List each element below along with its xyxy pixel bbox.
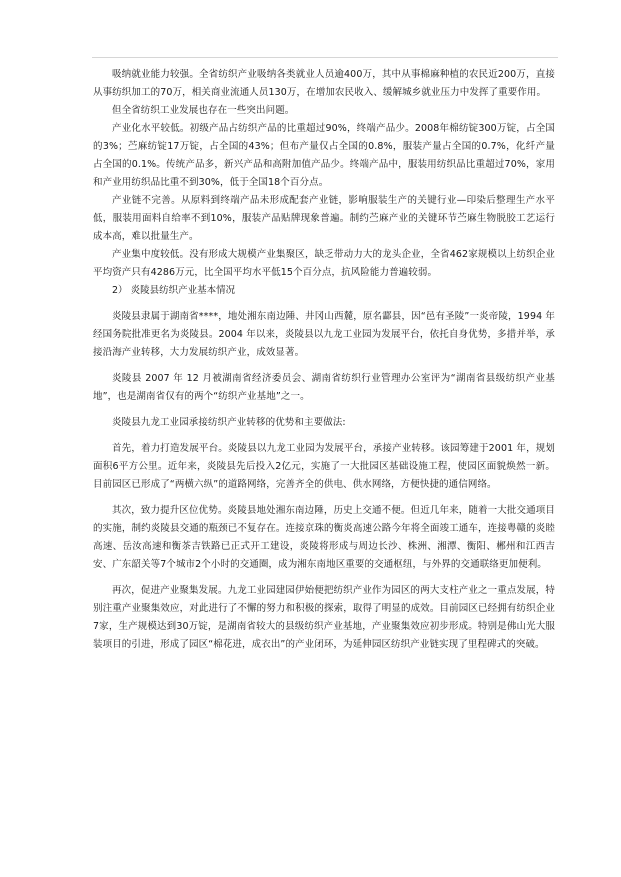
section-heading: 2） 炎陵县纺织产业基本情况 <box>112 285 236 296</box>
paragraph-textile-base: 炎陵县 2007 年 12 月被湖南省经济委员会、湖南省纺织行业管理办公室评为“湖南省县级纺织产业基地”，也是湖南省仅有的两个“纺织产业基地”之一。 <box>93 373 555 402</box>
paragraph-employment: 吸纳就业能力较强。全省纺织产业吸纳各类就业人员逾400万，其中从事棉麻种植的农民近200万，直接从事纺织加工的70万，相关商业流通人员130万，在增加农民收入、缓解城乡就业压力中发挥了重要作用。 <box>93 69 555 98</box>
paragraph-platform: 首先，着力打造发展平台。炎陵县以九龙工业园为发展平台，承接产业转移。该园筹建于2001 年，规划面积6平方公里。近年来，炎陵县先后投入2亿元，实施了一大批园区基础设施工程，使园区面貌焕然一新。目前园区已形成了“两横六纵”的道路网络，完善齐全的供电、供水网络，方便快捷的通信网络。 <box>93 443 555 490</box>
paragraph-industry-chain: 产业链不完善。从原料到终端产品未形成配套产业链，影响服装生产的关键行业—印染后整理生产水平低，服装用面料自给率不到10%，服装产品贴牌现象普遍。制约苎麻产业的关键环节苎麻生物脱胶工艺运行成本高，难以批量生产。 <box>93 195 555 242</box>
paragraph-cluster: 再次，促进产业聚集发展。九龙工业园建园伊始便把纺织产业作为园区的两大支柱产业之一重点发展，特别注重产业聚集效应，对此进行了不懈的努力和积极的探索，取得了明显的成效。目前园区已经拥有纺织企业7家，生产规模达到30万锭，是湖南省较大的县级纺织产业基地，产业聚集效应初步形成。特别是佛山光大服装项目的引进，形成了园区“棉花进，成衣出”的产业闭环，为延伸园区纺织产业链实现了里程碑式的突破。 <box>93 585 555 650</box>
paragraph-location: 其次，致力提升区位优势。炎陵县地处湘东南边陲，历史上交通不便。但近几年来，随着一大批交通项目的实施，制约炎陵县交通的瓶颈已不复存在。连接京珠的衡炎高速公路今年将全面竣工通车，连接粤赣的炎睦高速、岳汝高速和衡茶吉铁路已正式开工建设，炎陵将形成与周边长沙、株洲、湘潭、衡阳、郴州和江西吉安、广东韶关等7个城市2个小时的交通圈，成为湘东南地区重要的交通枢纽，与外界的交通联络更加便利。 <box>93 505 555 570</box>
paragraph-advantages-intro: 炎陵县九龙工业园承接纺织产业转移的优势和主要做法: <box>112 417 346 428</box>
paragraph-county-intro: 炎陵县隶属于湖南省****，地处湘东南边陲、井冈山西麓，原名酃县，因“邑有圣陵”一炎帝陵，1994 年经国务院批准更名为炎陵县。2004 年以来，炎陵县以九龙工业园为发展平台，依托自身优势，多措并举，承接沿海产业转移，大力发展纺织产业，成效显著。 <box>93 311 555 358</box>
paragraph-industrialization: 产业化水平较低。初级产品占纺织产品的比重超过90%，终端产品少。2008年棉纺锭300万锭，占全国的3%；苎麻纺锭17万锭，占全国的43%；但布产量仅占全国的0.8%，服装产量占全国的0.7%，化纤产量占全国的0.1%。传统产品多，新兴产品和高附加值产品少。终端产品中，服装用纺织品比重超过70%，家用和产业用纺织品比重不到30%，低于全国18个百分点。 <box>93 123 555 188</box>
header-rule <box>92 57 558 58</box>
document-body <box>93 66 555 654</box>
paragraph-problems-intro: 但全省纺织工业发展也存在一些突出问题。 <box>112 105 295 116</box>
paragraph-concentration: 产业集中度较低。没有形成大规模产业集聚区，缺乏带动力大的龙头企业，全省462家规模以上纺织企业平均资产只有4286万元，比全国平均水平低15个百分点，抗风险能力普遍较弱。 <box>93 249 555 278</box>
